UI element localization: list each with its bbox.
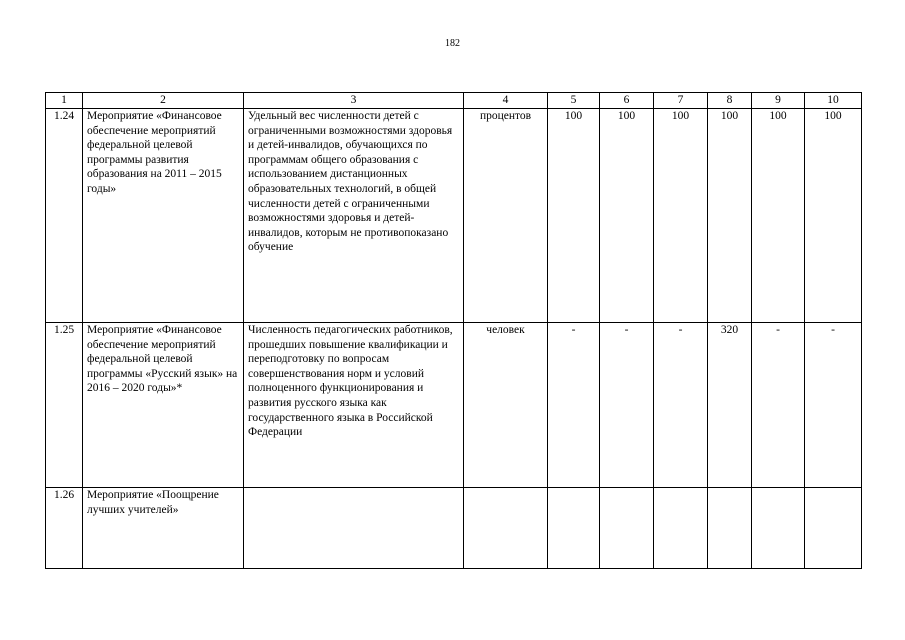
value-cell: [600, 488, 654, 569]
activity-name: Мероприятие «Финансовое обеспечение мероприятий федеральной целевой программы развития образования на 2011 – 2015 годы»: [83, 109, 244, 323]
value-cell: 100: [548, 109, 600, 323]
header-cell-10: 10: [805, 93, 862, 109]
activity-name: Мероприятие «Поощрение лучших учителей»: [83, 488, 244, 569]
value-cell: 320: [708, 323, 752, 488]
value-cell: -: [805, 323, 862, 488]
header-row: [46, 93, 862, 109]
value-cell: 100: [708, 109, 752, 323]
value-cell: 100: [654, 109, 708, 323]
indicators-table: [45, 92, 862, 569]
value-cell: [708, 488, 752, 569]
value-cell: 100: [805, 109, 862, 323]
value-cell: -: [548, 323, 600, 488]
header-cell-2: 2: [83, 93, 244, 109]
value-cell: -: [654, 323, 708, 488]
value-cell: [805, 488, 862, 569]
header-cell-5: 5: [548, 93, 600, 109]
value-cell: -: [600, 323, 654, 488]
value-cell: [752, 488, 805, 569]
indicator-text: Удельный вес численности детей с ограниченными возможностями здоровья и детей-инвалидов, обучающихся по программам общего образования с использованием дистанционных образовательных технологий, в общей численности детей с ограниченными возможностями здоровья и детей-инвалидов, которым не противопоказано обучение: [244, 109, 464, 323]
header-cell-1: 1: [46, 93, 83, 109]
value-cell: 100: [752, 109, 805, 323]
unit-cell: человек: [464, 323, 548, 488]
indicator-text: Численность педагогических работников, прошедших повышение квалификации и переподготовку по вопросам совершенствования норм и условий полноценного функционирования и развития русского языка как государственного языка в Российской Федерации: [244, 323, 464, 488]
page-number: 182: [445, 38, 460, 49]
header-cell-3: 3: [244, 93, 464, 109]
table-row: [46, 323, 862, 488]
value-cell: 100: [600, 109, 654, 323]
value-cell: -: [752, 323, 805, 488]
row-number: 1.24: [46, 109, 83, 323]
value-cell: [548, 488, 600, 569]
header-cell-4: 4: [464, 93, 548, 109]
indicator-text: [244, 488, 464, 569]
header-cell-6: 6: [600, 93, 654, 109]
table-row: [46, 109, 862, 323]
header-cell-7: 7: [654, 93, 708, 109]
table-row: [46, 488, 862, 569]
header-cell-9: 9: [752, 93, 805, 109]
row-number: 1.26: [46, 488, 83, 569]
header-cell-8: 8: [708, 93, 752, 109]
value-cell: [654, 488, 708, 569]
unit-cell: [464, 488, 548, 569]
activity-name: Мероприятие «Финансовое обеспечение мероприятий федеральной целевой программы «Русский язык» на 2016 – 2020 годы»*: [83, 323, 244, 488]
row-number: 1.25: [46, 323, 83, 488]
unit-cell: процентов: [464, 109, 548, 323]
